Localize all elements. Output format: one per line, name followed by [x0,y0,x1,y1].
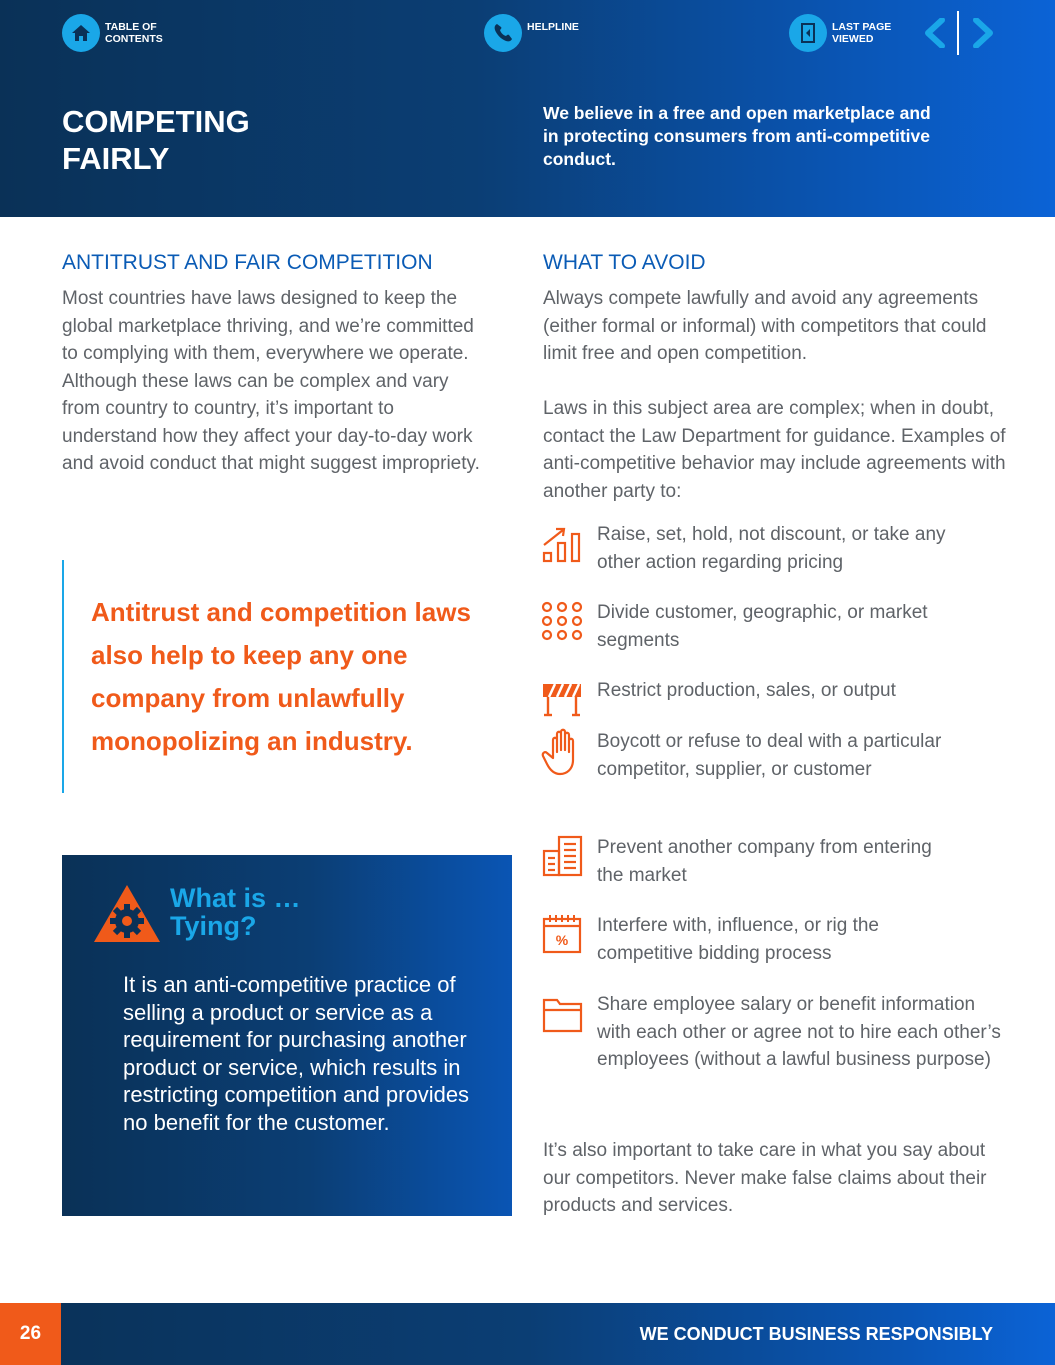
avoid-item-text: Prevent another company from entering the market [597,837,932,886]
phone-icon [484,14,522,52]
page-header [0,0,1055,217]
last-page-viewed-label: LAST PAGE VIEWED [832,21,892,45]
last-page-viewed-button[interactable] [789,14,912,52]
tying-title-line1: What is … [170,883,301,913]
svg-text:%: % [555,932,569,948]
avoid-item-text: Boycott or refuse to deal with a particular competitor, supplier, or customer [597,731,942,780]
helpline-label: HELPLINE [527,21,579,33]
helpline-button[interactable] [484,14,607,52]
avoid-item-text: Raise, set, hold, not discount, or take any other action regarding pricing [597,524,946,573]
page-subtitle: We believe in a free and open marketplace and in protecting consumers from anti-competitive conduct. [543,103,931,169]
avoid-item-employees [541,991,1007,1074]
home-icon [62,14,100,52]
table-of-contents-button[interactable] [62,14,185,52]
what-to-avoid-heading: WHAT TO AVOID [543,251,706,274]
percent-calendar-icon [541,912,585,956]
price-chart-icon [541,521,585,565]
avoid-intro-2: Laws in this subject area are complex; when in doubt, contact the Law Department for guidance. Examples of anti-competitive behavior may include agreements with another party to: [543,398,1006,502]
avoid-item-prevent-entry [541,834,947,889]
avoid-intro-1: Always compete lawfully and avoid any agreements (either formal or informal) with competitors that could limit free and open competition. [543,288,987,364]
pull-quote: Antitrust and competition laws also help to keep any one company from unlawfully monopolizing an industry. [91,597,471,756]
segments-grid-icon [541,599,585,643]
page-title-line1: COMPETING [62,104,250,139]
tying-body: It is an anti-competitive practice of selling a product or service as a requirement for purchasing another product or service, which results in restricting competition and provides no benefit for the customer. [123,972,470,1135]
antitrust-heading: ANTITRUST AND FAIR COMPETITION [62,251,433,274]
avoid-item-restrict [541,677,947,721]
avoid-item-text: Share employee salary or benefit information with each other or agree not to hire each other’s employees (without a lawful business purpose) [597,994,1001,1070]
chevron-left-icon [922,18,948,48]
tying-title [170,884,470,940]
door-arrow-icon [789,14,827,52]
arrow-divider [957,11,959,55]
footer-section-title: WE CONDUCT BUSINESS RESPONSIBLY [639,1324,993,1344]
page-title-line2: FAIRLY [62,141,170,176]
tying-callout [62,855,512,1216]
avoid-item-segments [541,599,947,654]
next-page-button[interactable] [970,18,996,48]
avoid-item-text: Interfere with, influence, or rig the competitive bidding process [597,915,879,964]
antitrust-body: Most countries have laws designed to keep the global marketplace thriving, and we’re committed to complying with them, everywhere we operate. Although these laws can be complex and vary from country to country, it’s important to understand how they affect your day-to-day work and avoid conduct that might suggest impropriety. [62,288,480,474]
avoid-item-boycott [541,728,947,783]
previous-page-button[interactable] [922,18,948,48]
page-title [62,103,382,177]
page-number: 26 [0,1303,61,1365]
tying-title-line2: Tying? [170,911,257,941]
page-navigation [922,10,996,56]
page-footer [0,1303,1055,1365]
avoid-item-text: Divide customer, geographic, or market segments [597,602,928,651]
avoid-item-pricing [541,521,947,576]
buildings-icon [541,834,585,878]
closing-text: It’s also important to take care in what you say about our competitors. Never make false claims about their products and services. [543,1140,987,1216]
folder-icon [541,991,585,1035]
avoid-item-text: Restrict production, sales, or output [597,680,896,701]
table-of-contents-label: TABLE OF CONTENTS [105,21,163,45]
quote-accent-bar [62,560,64,793]
chevron-right-icon [970,18,996,48]
avoid-item-bidding [541,912,947,967]
barrier-icon [541,677,585,721]
hand-stop-icon [541,728,585,776]
warning-gear-icon [92,883,162,945]
